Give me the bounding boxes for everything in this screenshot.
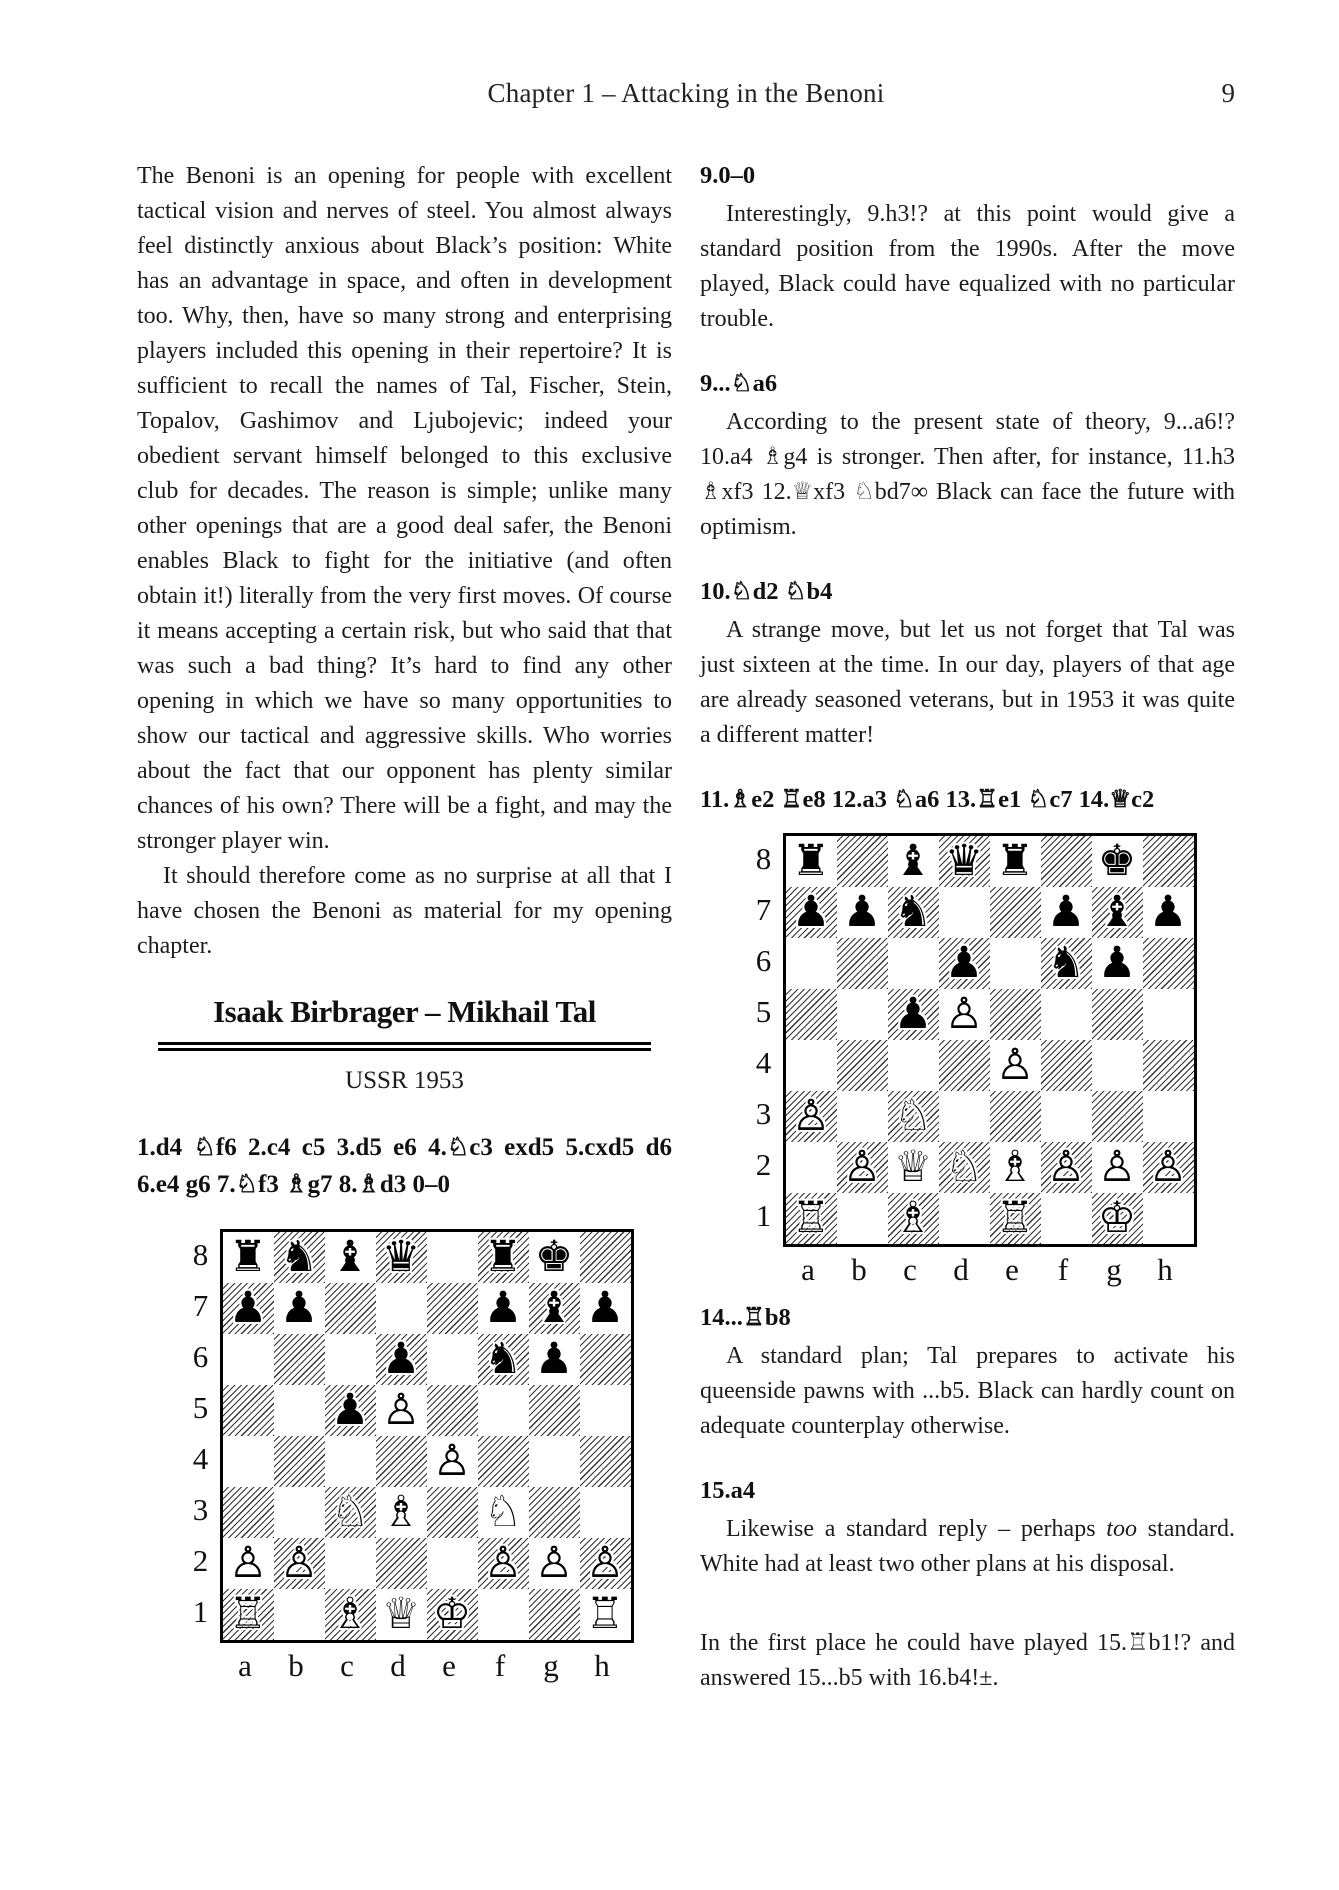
board-square [939,1142,990,1193]
board-square [580,1538,631,1589]
board-square [223,1589,274,1640]
board-square [427,1436,478,1487]
board-square [990,1142,1041,1193]
file-label: d [953,1252,969,1287]
board-square [274,1589,325,1640]
rank-label: 2 [192,1542,209,1578]
chess-piece: ♟ [279,1283,319,1333]
annotation-text-italic: too [1106,1516,1137,1542]
rank-label: 8 [192,1236,209,1272]
board-square [1041,1040,1092,1091]
annotation-section [700,1301,1235,1444]
board-square [837,836,888,887]
chess-piece: ♙ [1097,1142,1137,1192]
chess-piece: ♝ [330,1232,370,1282]
move-heading: 9.0–0 [700,162,756,189]
board-square [888,938,939,989]
annotation-text-part: standard. White had at least two other plans at his disposal. [700,1516,1235,1577]
board-square [990,1091,1041,1142]
board-square [478,1487,529,1538]
chess-board [220,1229,634,1643]
chess-piece: ♙ [842,1142,882,1192]
board-square [223,1436,274,1487]
board-square [888,1040,939,1091]
board-square [427,1385,478,1436]
board-square [1092,938,1143,989]
file-label: e [442,1648,456,1683]
board-square [1092,887,1143,938]
board-square [1092,1193,1143,1244]
chess-piece: ♙ [432,1436,472,1486]
board-square [427,1283,478,1334]
board-square [325,1232,376,1283]
board-square [939,887,990,938]
file-label: b [288,1648,304,1683]
annotation-text: A strange move, but let us not forget that Tal was just sixteen at the time. In our day, players of that age are already seasoned veterans, but in 1953 it was quite a different matter! [700,617,1235,748]
chess-piece: ♙ [279,1538,319,1588]
board-square [529,1436,580,1487]
board-square [274,1232,325,1283]
annotation-section [700,159,1235,337]
chess-piece: ♞ [483,1334,523,1384]
rank-label: 3 [192,1491,209,1527]
board-square [529,1232,580,1283]
board-square [1041,989,1092,1040]
board-square [786,1142,837,1193]
board-square [529,1538,580,1589]
chess-piece: ♞ [893,887,933,937]
board-square [837,1040,888,1091]
board-square [990,836,1041,887]
chess-piece: ♗ [893,1193,933,1243]
chess-piece: ♝ [534,1283,574,1333]
board-square [888,836,939,887]
annotation-text [700,1512,1235,1582]
board-square [888,989,939,1040]
board-square [1143,1040,1194,1091]
file-label: a [238,1648,252,1683]
board-square [990,1193,1041,1244]
board-square [1092,1142,1143,1193]
board-square [939,938,990,989]
chess-piece: ♟ [1148,887,1188,937]
rank-label: 8 [755,840,772,876]
chess-piece: ♕ [381,1589,421,1639]
chess-piece: ♙ [228,1538,268,1588]
board-square [1143,1142,1194,1193]
board-square [1041,938,1092,989]
board-square [786,1040,837,1091]
file-label: a [801,1252,815,1287]
file-label: f [494,1648,506,1683]
board-square [529,1487,580,1538]
board-square [325,1436,376,1487]
board-square [580,1436,631,1487]
annotation-text: Interestingly, 9.h3!? at this point would give a standard position from the 1990s. After the move played, Black could have equalized with no particular trouble. [700,201,1235,332]
board-square [376,1283,427,1334]
chess-piece: ♙ [1148,1142,1188,1192]
board-square [223,1538,274,1589]
board-square [1092,1091,1143,1142]
board-square [1143,989,1194,1040]
rank-label: 7 [755,891,772,927]
board-square [427,1232,478,1283]
board-square [325,1334,376,1385]
board-square [990,887,1041,938]
board-square [376,1436,427,1487]
board-square [580,1589,631,1640]
board-square [837,989,888,1040]
board-square [325,1487,376,1538]
board-square [888,887,939,938]
move-heading: 11.♗e2 ♖e8 12.a3 ♘a6 13.♖e1 ♘c7 14.♕c2 [700,786,1155,813]
rank-label: 6 [755,942,772,978]
board-square [990,1040,1041,1091]
board-square [580,1385,631,1436]
board-square [427,1538,478,1589]
chess-piece: ♙ [585,1538,625,1588]
rank-label: 5 [755,993,772,1029]
board-square [580,1487,631,1538]
board-square [274,1385,325,1436]
board-square [837,1142,888,1193]
board-square [837,1193,888,1244]
board-square [1143,938,1194,989]
chess-piece: ♟ [534,1334,574,1384]
chess-piece: ♞ [279,1232,319,1282]
annotation-text-part: Likewise a standard reply – perhaps [726,1516,1107,1542]
rank-label: 2 [755,1146,772,1182]
left-column [137,159,672,1696]
chess-piece: ♟ [585,1283,625,1333]
board-square [427,1589,478,1640]
board-square [1041,1091,1092,1142]
board-square [376,1538,427,1589]
chess-piece: ♟ [330,1385,370,1435]
page-number: 9 [1221,78,1235,108]
annotation-section [700,575,1235,753]
chess-piece: ♖ [791,1193,831,1243]
chess-diagram-2 [745,833,1191,1293]
rank-label: 6 [192,1338,209,1374]
chess-piece: ♗ [330,1589,370,1639]
chess-piece: ♖ [995,1193,1035,1243]
chess-piece: ♞ [1046,938,1086,988]
board-square [786,1193,837,1244]
chess-piece: ♚ [534,1232,574,1282]
board-square [888,1193,939,1244]
board-square [427,1334,478,1385]
annotation-section [700,1474,1235,1582]
board-square [786,887,837,938]
rank-label: 4 [192,1440,209,1476]
rank-label: 7 [192,1287,209,1323]
chess-piece: ♙ [944,989,984,1039]
chess-board-2 [745,833,1191,1293]
chess-piece: ♟ [893,989,933,1039]
chess-board-1 [182,1229,628,1689]
chess-piece: ♟ [381,1334,421,1384]
board-square [786,938,837,989]
board-square [529,1385,580,1436]
chess-piece: ♟ [944,938,984,988]
chess-piece: ♟ [791,887,831,937]
two-column-layout [137,159,1235,1696]
chess-piece: ♙ [791,1091,831,1141]
rank-label: 1 [755,1197,772,1233]
board-square [478,1232,529,1283]
chess-piece: ♘ [893,1091,933,1141]
board-square [939,836,990,887]
chess-piece: ♟ [1097,938,1137,988]
board-square [1143,836,1194,887]
rank-label: 1 [192,1593,209,1629]
board-square [274,1487,325,1538]
board-square [223,1385,274,1436]
board-square [1041,1193,1092,1244]
chess-piece: ♟ [483,1283,523,1333]
board-square [274,1436,325,1487]
board-square [939,1193,990,1244]
board-square [478,1538,529,1589]
board-square [580,1283,631,1334]
chess-piece: ♙ [995,1040,1035,1090]
board-square [1041,1142,1092,1193]
chess-piece: ♟ [842,887,882,937]
board-square [580,1334,631,1385]
chapter-title: Chapter 1 – Attacking in the Benoni [487,78,885,108]
board-square [888,1142,939,1193]
intro-paragraph-2: It should therefore come as no surprise at all that I have chosen the Benoni as material for my opening chapter. [137,863,672,959]
file-label: c [340,1648,354,1683]
board-square [580,1232,631,1283]
right-column [700,159,1235,1696]
rank-label: 4 [755,1044,772,1080]
chess-piece: ♙ [1046,1142,1086,1192]
board-square [837,938,888,989]
board-square [376,1385,427,1436]
board-square [529,1589,580,1640]
board-square [478,1436,529,1487]
board-square [786,1091,837,1142]
board-square [837,1091,888,1142]
chess-piece: ♛ [381,1232,421,1282]
chess-piece: ♟ [228,1283,268,1333]
annotation-section [700,783,1235,817]
board-square [376,1589,427,1640]
opening-moves: 1.d4 ♘f6 2.c4 c5 3.d5 e6 4.♘c3 exd5 5.cxd5 d6 6.e4 g6 7.♘f3 ♗g7 8.♗d3 0–0 [137,1134,672,1198]
board-square [223,1232,274,1283]
game-event: USSR 1953 [345,1067,464,1094]
rank-label: 5 [192,1389,209,1425]
page-header [137,78,1235,109]
board-square [325,1538,376,1589]
chess-piece: ♙ [381,1385,421,1435]
board-square [427,1487,478,1538]
board-square [325,1589,376,1640]
move-heading: 10.♘d2 ♘b4 [700,578,833,605]
board-square [478,1334,529,1385]
board-square [939,989,990,1040]
chess-board [783,833,1197,1247]
board-square [223,1487,274,1538]
board-square [376,1334,427,1385]
board-square [376,1232,427,1283]
board-square [529,1334,580,1385]
annotation-text: According to the present state of theory, 9...a6!? 10.a4 ♗g4 is stronger. Then after, for instance, 11.h3 ♗xf3 12.♕xf3 ♘bd7∞ Black can face the future with optimism. [700,409,1235,540]
board-square [325,1283,376,1334]
file-label: e [1005,1252,1019,1287]
closing-paragraph: In the first place he could have played 15.♖b1!? and answered 15...b5 with 16.b4!±. [700,1630,1235,1691]
move-heading: 15.a4 [700,1477,756,1504]
board-square [1092,836,1143,887]
intro-paragraph: The Benoni is an opening for people with excellent tactical vision and nerves of steel. You almost always feel distinctly anxious about Black’s position: White has an advantage in space, and often in development too. Why, then, have so many strong and enterprising players included this opening in their repertoire? It is sufficient to recall the names of Tal, Fischer, Stein, Topalov, Gashimov and Ljubojevic; indeed your obedient servant himself belonged to this exclusive club for decades. The reason is simple; unlike many other openings that are a good deal safer, the Benoni enables Black to fight for the initiative (and often obtain it!) literally from the very first moves. Of course it means accepting a certain risk, but who said that that was such a bad thing? It’s hard to find any other opening in which we have so many opportunities to show our tactical and aggressive skills. Who worries about the fact that our opponent has plenty similar chances of his own? There will be a fight, and may the stronger player win. [137,163,672,854]
chess-piece: ♜ [483,1232,523,1282]
double-rule-divider [158,1042,650,1051]
file-label: g [1106,1252,1122,1287]
board-square [274,1334,325,1385]
chess-diagram-1 [182,1229,628,1689]
board-square [786,989,837,1040]
chess-piece: ♛ [944,836,984,886]
board-square [376,1487,427,1538]
chess-piece: ♝ [1097,887,1137,937]
move-heading: 9...♘a6 [700,370,778,397]
chess-piece: ♘ [944,1142,984,1192]
board-square [888,1091,939,1142]
board-square [1092,989,1143,1040]
file-label: b [851,1252,867,1287]
chess-piece: ♕ [893,1142,933,1192]
board-square [529,1283,580,1334]
board-square [786,836,837,887]
chess-piece: ♔ [1097,1193,1137,1243]
board-square [478,1283,529,1334]
board-square [223,1283,274,1334]
chess-piece: ♖ [228,1589,268,1639]
board-square [478,1385,529,1436]
board-square [274,1283,325,1334]
board-square [223,1334,274,1385]
game-players-heading: Isaak Birbrager – Mikhail Tal [213,994,596,1029]
chess-piece: ♝ [893,836,933,886]
annotation-text: A standard plan; Tal prepares to activate his queenside pawns with ...b5. Black can hardly count on adequate counterplay otherwise. [700,1343,1235,1439]
file-label: h [1157,1252,1173,1287]
board-square [939,1091,990,1142]
chess-piece: ♘ [483,1487,523,1537]
annotation-section [700,367,1235,545]
chess-piece: ♔ [432,1589,472,1639]
chess-piece: ♖ [585,1589,625,1639]
file-label: d [390,1648,406,1683]
move-heading: 14...♖b8 [700,1304,791,1331]
chess-piece: ♗ [381,1487,421,1537]
board-square [1143,1193,1194,1244]
board-square [478,1589,529,1640]
board-square [1092,1040,1143,1091]
board-square [939,1040,990,1091]
file-label: h [594,1648,610,1683]
chess-piece: ♙ [483,1538,523,1588]
file-label: c [903,1252,917,1287]
chess-piece: ♗ [995,1142,1035,1192]
chess-piece: ♜ [228,1232,268,1282]
board-square [1041,887,1092,938]
file-label: g [543,1648,559,1683]
board-square [1041,836,1092,887]
board-square [990,938,1041,989]
chess-piece: ♘ [330,1487,370,1537]
chess-piece: ♜ [995,836,1035,886]
board-square [990,989,1041,1040]
board-square [1143,887,1194,938]
board-square [1143,1091,1194,1142]
board-square [837,887,888,938]
rank-label: 3 [755,1095,772,1131]
file-label: f [1057,1252,1069,1287]
board-square [274,1538,325,1589]
chess-piece: ♙ [534,1538,574,1588]
chess-piece: ♜ [791,836,831,886]
board-square [325,1385,376,1436]
chess-piece: ♚ [1097,836,1137,886]
chess-piece: ♟ [1046,887,1086,937]
